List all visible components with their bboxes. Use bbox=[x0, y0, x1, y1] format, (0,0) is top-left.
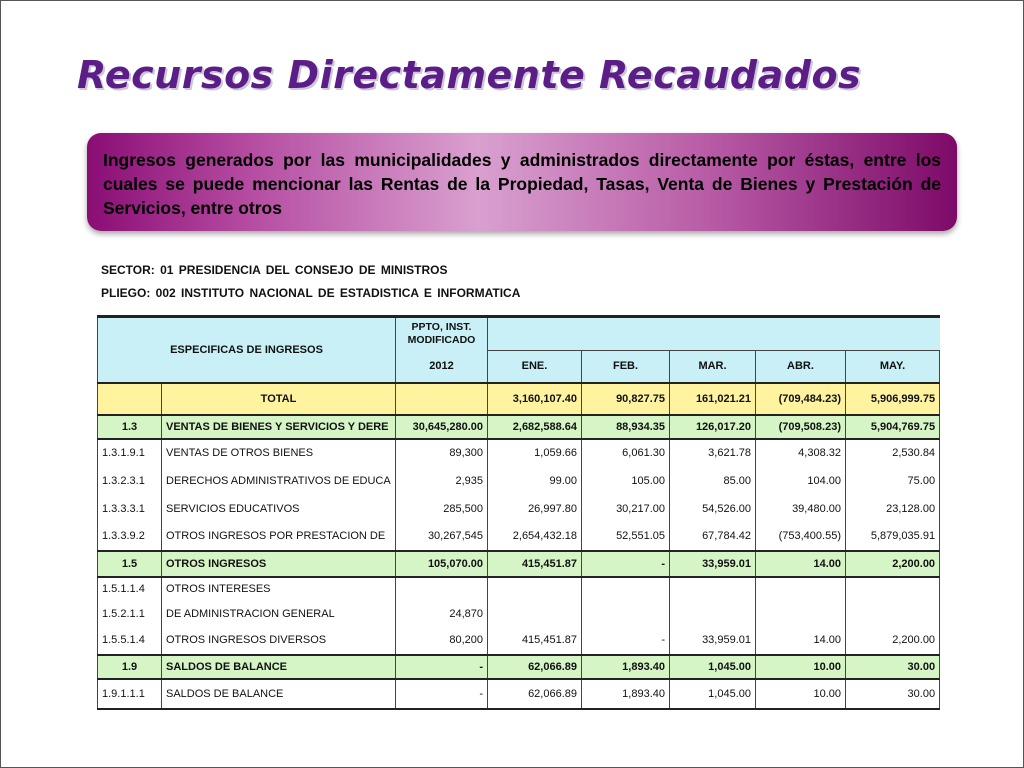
header-year: 2012 bbox=[396, 351, 488, 383]
row-value-feb: 90,827.75 bbox=[582, 383, 670, 415]
header-month-ene: ENE. bbox=[488, 351, 582, 383]
row-code bbox=[98, 383, 162, 415]
row-value-feb bbox=[582, 601, 670, 627]
row-code: 1.5 bbox=[98, 551, 162, 577]
row-code: 1.3.3.9.2 bbox=[98, 523, 162, 551]
row-value-feb: 1,893.40 bbox=[582, 655, 670, 679]
row-value-mar: 85.00 bbox=[670, 467, 756, 495]
table-row bbox=[98, 523, 940, 551]
row-value-mar bbox=[670, 577, 756, 601]
row-value-feb bbox=[582, 577, 670, 601]
description-box bbox=[87, 133, 957, 231]
row-name: OTROS INGRESOS DIVERSOS bbox=[162, 627, 396, 655]
row-value-abr bbox=[756, 577, 846, 601]
row-name: OTROS INGRESOS bbox=[162, 551, 396, 577]
row-value-may: 2,200.00 bbox=[846, 627, 940, 655]
row-value-may: 2,200.00 bbox=[846, 551, 940, 577]
row-value-mar: 54,526.00 bbox=[670, 495, 756, 523]
pliego-label: PLIEGO: 002 INSTITUTO NACIONAL DE ESTADISTICA E INFORMATICA bbox=[101, 286, 521, 300]
row-ppto: 30,645,280.00 bbox=[396, 415, 488, 439]
row-value-ene: 62,066.89 bbox=[488, 655, 582, 679]
row-value-feb: 1,893.40 bbox=[582, 679, 670, 709]
row-value-mar: 161,021.21 bbox=[670, 383, 756, 415]
row-value-ene: 415,451.87 bbox=[488, 551, 582, 577]
row-value-abr: 14.00 bbox=[756, 551, 846, 577]
table-row bbox=[98, 577, 940, 601]
row-value-mar: 1,045.00 bbox=[670, 655, 756, 679]
row-value-mar: 67,784.42 bbox=[670, 523, 756, 551]
row-ppto: 89,300 bbox=[396, 439, 488, 467]
table-row bbox=[98, 627, 940, 655]
description-text: Ingresos generados por las municipalidades y administrados directamente por éstas, entre los cuales se puede mencionar las Rentas de la Propiedad, Tasas, Venta de Bienes y Prestación de Servicios, entre otros bbox=[103, 150, 941, 218]
group-row bbox=[98, 655, 940, 679]
row-value-abr: (753,400.55) bbox=[756, 523, 846, 551]
slide-title: Recursos Directamente Recaudados bbox=[77, 53, 862, 97]
row-value-abr bbox=[756, 601, 846, 627]
row-code: 1.3.1.9.1 bbox=[98, 439, 162, 467]
row-value-abr: 39,480.00 bbox=[756, 495, 846, 523]
header-ppto bbox=[396, 317, 488, 351]
row-value-abr: 104.00 bbox=[756, 467, 846, 495]
row-value-abr: 4,308.32 bbox=[756, 439, 846, 467]
header-specificas: ESPECIFICAS DE INGRESOS bbox=[98, 317, 396, 383]
row-name: SALDOS DE BALANCE bbox=[162, 679, 396, 709]
row-ppto: 285,500 bbox=[396, 495, 488, 523]
header-month-may: MAY. bbox=[846, 351, 940, 383]
row-value-abr: 14.00 bbox=[756, 627, 846, 655]
row-value-mar: 33,959.01 bbox=[670, 627, 756, 655]
row-ppto: 30,267,545 bbox=[396, 523, 488, 551]
row-value-ene bbox=[488, 577, 582, 601]
row-code: 1.9.1.1.1 bbox=[98, 679, 162, 709]
row-name: DE ADMINISTRACION GENERAL bbox=[162, 601, 396, 627]
row-value-may bbox=[846, 577, 940, 601]
row-ppto: - bbox=[396, 679, 488, 709]
row-value-feb: 30,217.00 bbox=[582, 495, 670, 523]
row-name: VENTAS DE BIENES Y SERVICIOS Y DERE bbox=[162, 415, 396, 439]
header-row-top bbox=[98, 317, 940, 351]
row-value-ene: 2,654,432.18 bbox=[488, 523, 582, 551]
income-table bbox=[97, 315, 940, 710]
row-value-mar: 126,017.20 bbox=[670, 415, 756, 439]
row-value-ene: 3,160,107.40 bbox=[488, 383, 582, 415]
table-row bbox=[98, 467, 940, 495]
header-month-abr: ABR. bbox=[756, 351, 846, 383]
row-value-mar: 33,959.01 bbox=[670, 551, 756, 577]
row-value-abr: 10.00 bbox=[756, 679, 846, 709]
header-months-band bbox=[488, 317, 940, 351]
row-code: 1.3 bbox=[98, 415, 162, 439]
row-value-ene: 26,997.80 bbox=[488, 495, 582, 523]
row-name: OTROS INTERESES bbox=[162, 577, 396, 601]
row-name: VENTAS DE OTROS BIENES bbox=[162, 439, 396, 467]
total-row bbox=[98, 383, 940, 415]
row-value-feb: - bbox=[582, 551, 670, 577]
row-ppto: 105,070.00 bbox=[396, 551, 488, 577]
row-value-may: 30.00 bbox=[846, 679, 940, 709]
row-code: 1.9 bbox=[98, 655, 162, 679]
row-value-ene: 1,059.66 bbox=[488, 439, 582, 467]
row-value-feb: 88,934.35 bbox=[582, 415, 670, 439]
row-code: 1.5.5.1.4 bbox=[98, 627, 162, 655]
header-ppto-line1: PPTO, INST. bbox=[411, 321, 472, 334]
row-value-ene: 415,451.87 bbox=[488, 627, 582, 655]
row-value-abr: 10.00 bbox=[756, 655, 846, 679]
row-value-ene: 62,066.89 bbox=[488, 679, 582, 709]
row-value-feb: 105.00 bbox=[582, 467, 670, 495]
row-value-feb: 52,551.05 bbox=[582, 523, 670, 551]
row-value-may: 30.00 bbox=[846, 655, 940, 679]
row-ppto: 80,200 bbox=[396, 627, 488, 655]
row-value-ene: 99.00 bbox=[488, 467, 582, 495]
row-code: 1.5.1.1.4 bbox=[98, 577, 162, 601]
row-code: 1.3.3.3.1 bbox=[98, 495, 162, 523]
table-row bbox=[98, 601, 940, 627]
row-name: DERECHOS ADMINISTRATIVOS DE EDUCA bbox=[162, 467, 396, 495]
row-ppto bbox=[396, 577, 488, 601]
row-value-may: 23,128.00 bbox=[846, 495, 940, 523]
row-ppto: - bbox=[396, 655, 488, 679]
row-value-may bbox=[846, 601, 940, 627]
row-value-ene: 2,682,588.64 bbox=[488, 415, 582, 439]
row-value-feb: 6,061.30 bbox=[582, 439, 670, 467]
table-row bbox=[98, 439, 940, 467]
row-value-abr: (709,508.23) bbox=[756, 415, 846, 439]
row-value-may: 75.00 bbox=[846, 467, 940, 495]
group-row bbox=[98, 415, 940, 439]
table-row bbox=[98, 495, 940, 523]
row-code: 1.3.2.3.1 bbox=[98, 467, 162, 495]
row-value-may: 5,906,999.75 bbox=[846, 383, 940, 415]
row-code: 1.5.2.1.1 bbox=[98, 601, 162, 627]
row-value-mar bbox=[670, 601, 756, 627]
row-value-ene bbox=[488, 601, 582, 627]
table-row bbox=[98, 679, 940, 709]
row-ppto: 2,935 bbox=[396, 467, 488, 495]
row-ppto bbox=[396, 383, 488, 415]
row-value-may: 5,904,769.75 bbox=[846, 415, 940, 439]
row-name: TOTAL bbox=[162, 383, 396, 415]
group-row bbox=[98, 551, 940, 577]
row-value-mar: 1,045.00 bbox=[670, 679, 756, 709]
row-ppto: 24,870 bbox=[396, 601, 488, 627]
row-value-may: 2,530.84 bbox=[846, 439, 940, 467]
row-value-abr: (709,484.23) bbox=[756, 383, 846, 415]
header-ppto-line2: MODIFICADO bbox=[407, 334, 476, 347]
row-name: SALDOS DE BALANCE bbox=[162, 655, 396, 679]
row-value-feb: - bbox=[582, 627, 670, 655]
sector-label: SECTOR: 01 PRESIDENCIA DEL CONSEJO DE MINISTROS bbox=[101, 263, 448, 277]
header-month-feb: FEB. bbox=[582, 351, 670, 383]
header-month-mar: MAR. bbox=[670, 351, 756, 383]
row-value-may: 5,879,035.91 bbox=[846, 523, 940, 551]
row-name: SERVICIOS EDUCATIVOS bbox=[162, 495, 396, 523]
row-value-mar: 3,621.78 bbox=[670, 439, 756, 467]
row-name: OTROS INGRESOS POR PRESTACION DE bbox=[162, 523, 396, 551]
